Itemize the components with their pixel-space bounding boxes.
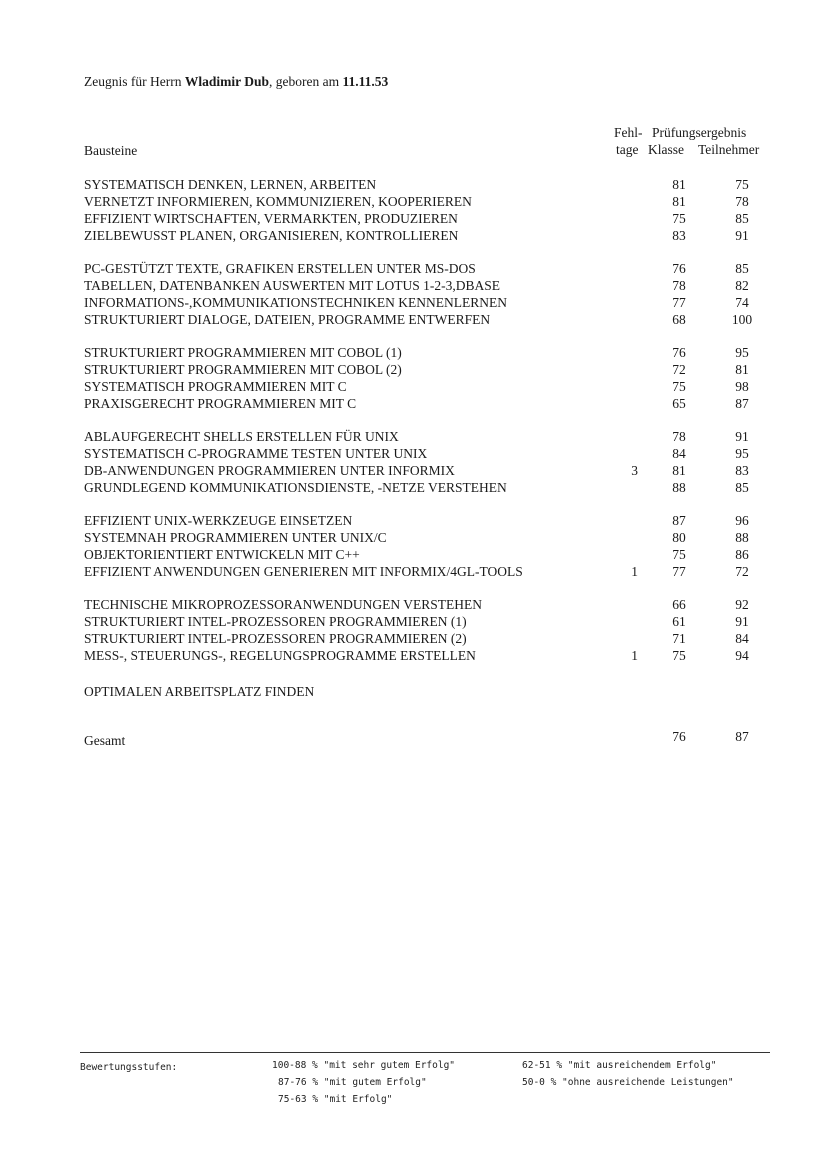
module-name: SYSTEMATISCH C-PROGRAMME TESTEN UNTER UNIX	[84, 446, 428, 461]
teilnehmer-value: 82	[735, 278, 749, 293]
teilnehmer-value: 75	[735, 177, 749, 192]
module-name: TECHNISCHE MIKROPROZESSORANWENDUNGEN VERSTEHEN	[84, 597, 483, 612]
born-label: , geboren am	[269, 74, 340, 89]
table-row	[84, 546, 774, 563]
grade-level-2: 87-76 % "mit gutem Erfolg"	[278, 1077, 427, 1088]
fehltage-value: 1	[631, 564, 638, 579]
klasse-value: 84	[672, 446, 686, 461]
gesamt-label: Gesamt	[84, 733, 126, 748]
table-row	[84, 344, 774, 361]
table-row	[84, 512, 774, 529]
table-row	[84, 176, 774, 193]
teilnehmer-value: 95	[735, 446, 749, 461]
footer-divider	[80, 1052, 770, 1053]
student-name: Wladimir Dub	[184, 74, 269, 89]
klasse-value: 75	[672, 211, 686, 226]
module-name: EFFIZIENT UNIX-WERKZEUGE EINSETZEN	[84, 513, 353, 528]
teilnehmer-value: 95	[735, 345, 749, 360]
table-row	[84, 445, 774, 462]
klasse-value: 83	[672, 228, 686, 243]
klasse-value: 72	[672, 362, 686, 377]
bewertungsstufen-label: Bewertungsstufen:	[80, 1062, 178, 1073]
klasse-value: 76	[672, 345, 686, 360]
grade-level-1: 100-88 % "mit sehr gutem Erfolg"	[272, 1060, 456, 1071]
fehltage-value: 1	[631, 648, 638, 663]
klasse-value: 78	[672, 278, 686, 293]
module-name: STRUKTURIERT PROGRAMMIEREN MIT COBOL (1)	[84, 345, 402, 360]
module-name: ZIELBEWUSST PLANEN, ORGANISIEREN, KONTROLLIEREN	[84, 228, 459, 243]
table-row	[84, 563, 774, 580]
teilnehmer-value: 87	[735, 396, 749, 411]
teilnehmer-value: 91	[735, 429, 749, 444]
module-name: INFORMATIONS-,KOMMUNIKATIONSTECHNIKEN KENNENLERNEN	[84, 295, 507, 310]
fehltage-header-bottom: tage	[616, 142, 639, 157]
table-row	[84, 428, 774, 445]
module-name: STRUKTURIERT INTEL-PROZESSOREN PROGRAMMIEREN (2)	[84, 631, 467, 646]
teilnehmer-value: 85	[735, 480, 749, 495]
module-name: SYSTEMATISCH DENKEN, LERNEN, ARBEITEN	[84, 177, 377, 192]
module-name: EFFIZIENT WIRTSCHAFTEN, VERMARKTEN, PRODUZIEREN	[84, 211, 458, 226]
teilnehmer-value: 100	[731, 312, 753, 327]
klasse-value: 88	[672, 480, 686, 495]
birthdate: 11.11.53	[342, 74, 389, 89]
klasse-value: 77	[672, 295, 686, 310]
module-name: ABLAUFGERECHT SHELLS ERSTELLEN FÜR UNIX	[84, 429, 399, 444]
table-row	[84, 294, 774, 311]
teilnehmer-value: 86	[735, 547, 749, 562]
klasse-value: 75	[672, 648, 686, 663]
teilnehmer-value: 84	[735, 631, 749, 646]
gesamt-teilnehmer-value: 87	[735, 729, 749, 744]
module-name: STRUKTURIERT PROGRAMMIEREN MIT COBOL (2)	[84, 362, 402, 377]
teilnehmer-value: 85	[735, 211, 749, 226]
gesamt-klasse-value: 76	[672, 729, 686, 744]
teilnehmer-value: 74	[735, 295, 749, 310]
bausteine-header: Bausteine	[84, 143, 138, 158]
teilnehmer-value: 78	[735, 194, 749, 209]
module-name: TABELLEN, DATENBANKEN AUSWERTEN MIT LOTUS 1-2-3,DBASE	[84, 278, 500, 293]
klasse-value: 77	[672, 564, 686, 579]
klasse-value: 80	[672, 530, 686, 545]
teilnehmer-value: 94	[735, 648, 749, 663]
module-name: VERNETZT INFORMIEREN, KOMMUNIZIEREN, KOOPERIEREN	[84, 194, 472, 209]
teilnehmer-value: 98	[735, 379, 749, 394]
teilnehmer-value: 85	[735, 261, 749, 276]
teilnehmer-value: 91	[735, 614, 749, 629]
table-row	[84, 227, 774, 244]
pruefungsergebnis-header: Prüfungsergebnis	[652, 125, 747, 140]
module-name: STRUKTURIERT INTEL-PROZESSOREN PROGRAMMIEREN (1)	[84, 614, 467, 629]
klasse-value: 76	[672, 261, 686, 276]
table-row	[84, 361, 774, 378]
teilnehmer-value: 92	[735, 597, 749, 612]
table-row	[84, 462, 774, 479]
teilnehmer-value: 91	[735, 228, 749, 243]
module-name: SYSTEMNAH PROGRAMMIEREN UNTER UNIX/C	[84, 530, 387, 545]
klasse-value: 71	[672, 631, 686, 646]
table-row	[84, 311, 774, 328]
module-name: GRUNDLEGEND KOMMUNIKATIONSDIENSTE, -NETZE VERSTEHEN	[84, 480, 507, 495]
header-prefix: Zeugnis für Herrn	[84, 74, 182, 89]
table-row	[84, 395, 774, 412]
klasse-value: 75	[672, 547, 686, 562]
module-name: STRUKTURIERT DIALOGE, DATEIEN, PROGRAMME ENTWERFEN	[84, 312, 491, 327]
module-name: SYSTEMATISCH PROGRAMMIEREN MIT C	[84, 379, 347, 394]
teilnehmer-value: 83	[735, 463, 749, 478]
module-name: PC-GESTÜTZT TEXTE, GRAFIKEN ERSTELLEN UNTER MS-DOS	[84, 261, 476, 276]
klasse-value: 75	[672, 379, 686, 394]
table-row	[84, 277, 774, 294]
table-row	[84, 529, 774, 546]
klasse-value: 68	[672, 312, 686, 327]
module-name: OBJEKTORIENTIERT ENTWICKELN MIT C++	[84, 547, 360, 562]
grade-level-5: 50-0 % "ohne ausreichende Leistungen"	[522, 1077, 734, 1088]
klasse-value: 81	[672, 463, 686, 478]
table-row	[84, 630, 774, 647]
teilnehmer-header: Teilnehmer	[698, 142, 760, 157]
grade-level-3: 75-63 % "mit Erfolg"	[278, 1094, 393, 1105]
table-row	[84, 596, 774, 613]
table-row	[84, 210, 774, 227]
klasse-value: 61	[672, 614, 686, 629]
module-name: MESS-, STEUERUNGS-, REGELUNGSPROGRAMME ERSTELLEN	[84, 648, 476, 663]
klasse-value: 66	[672, 597, 686, 612]
teilnehmer-value: 96	[735, 513, 749, 528]
table-row	[84, 647, 774, 664]
module-name: PRAXISGERECHT PROGRAMMIEREN MIT C	[84, 396, 357, 411]
module-name: EFFIZIENT ANWENDUNGEN GENERIEREN MIT INFORMIX/4GL-TOOLS	[84, 564, 523, 579]
table-row	[84, 193, 774, 210]
fehltage-header-top: Fehl-	[614, 125, 643, 140]
table-row	[84, 378, 774, 395]
klasse-header: Klasse	[648, 142, 684, 157]
grade-level-4: 62-51 % "mit ausreichendem Erfolg"	[522, 1060, 717, 1071]
klasse-value: 65	[672, 396, 686, 411]
fehltage-value: 3	[631, 463, 638, 478]
klasse-value: 81	[672, 177, 686, 192]
table-row	[84, 613, 774, 630]
table-row	[84, 683, 774, 700]
table-row	[84, 260, 774, 277]
teilnehmer-value: 81	[735, 362, 749, 377]
table-row	[84, 479, 774, 496]
klasse-value: 87	[672, 513, 686, 528]
klasse-value: 81	[672, 194, 686, 209]
module-name: OPTIMALEN ARBEITSPLATZ FINDEN	[84, 684, 315, 699]
teilnehmer-value: 88	[735, 530, 749, 545]
klasse-value: 78	[672, 429, 686, 444]
document-header	[84, 74, 388, 90]
teilnehmer-value: 72	[735, 564, 749, 579]
module-name: DB-ANWENDUNGEN PROGRAMMIEREN UNTER INFORMIX	[84, 463, 455, 478]
